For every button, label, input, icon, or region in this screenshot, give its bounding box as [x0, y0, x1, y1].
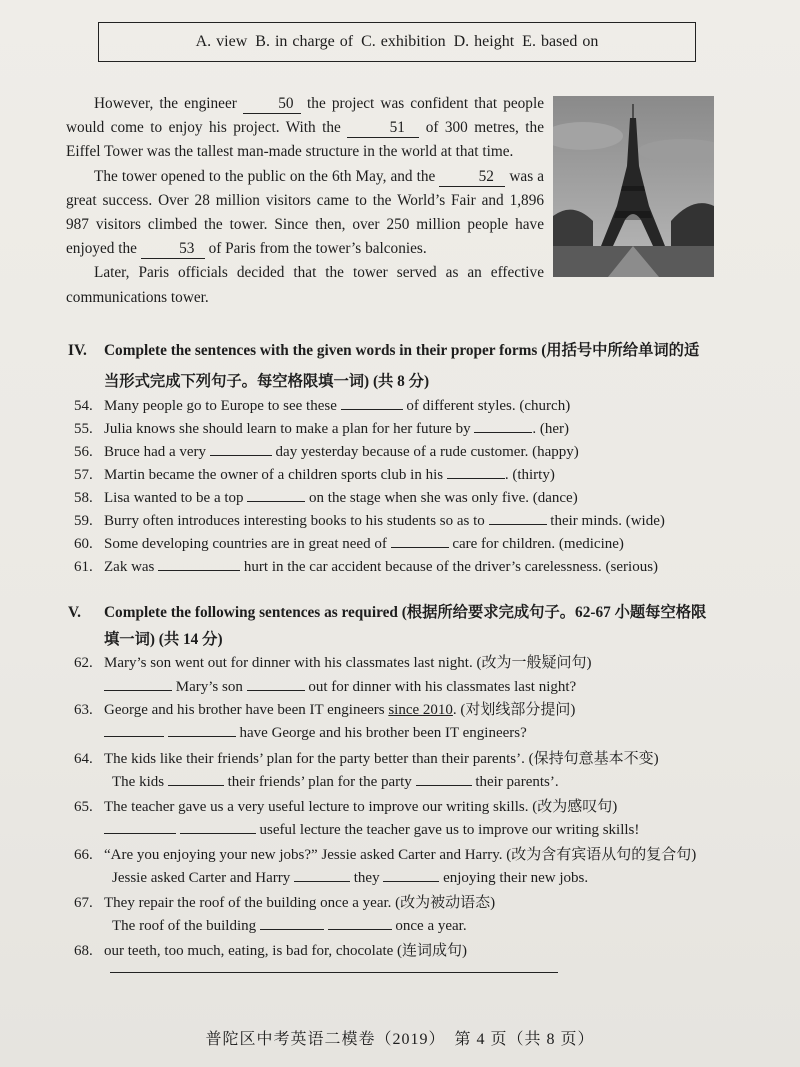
question-text: The roof of the building: [112, 918, 260, 934]
eiffel-tower-photo: [553, 96, 714, 277]
question-text: Burry often introduces interesting books to his students so as to: [104, 513, 489, 529]
question-64-answer: [112, 771, 559, 791]
word-option: A. view: [195, 33, 248, 50]
section-title: Complete the sentences with the given words in their proper forms (用括号中所给单词的适: [104, 342, 700, 359]
question-text: The teacher gave us a very useful lecture to improve our writing skills. (改为感叹句): [104, 799, 618, 815]
word-bank-box: [98, 22, 696, 62]
blank-52[interactable]: 52: [439, 168, 505, 187]
answer-blank[interactable]: [168, 722, 236, 737]
answer-blank[interactable]: [104, 722, 164, 737]
question-text: “Are you enjoying your new jobs?” Jessie asked Carter and Harry. (改为含有宾语从句的复合句): [104, 847, 697, 863]
underlined-part: since 2010: [388, 702, 453, 718]
question-number: 56.: [74, 444, 93, 460]
passage-paragraph: [66, 261, 544, 309]
question-text: . (thirty): [504, 467, 555, 483]
question-text: Julia knows she should learn to make a plan for her future by: [104, 421, 475, 437]
answer-blank[interactable]: [158, 556, 240, 571]
question-63-answer: [104, 722, 527, 742]
question-text: Some developing countries are in great need of: [104, 536, 391, 552]
word-option: D. height: [453, 33, 515, 50]
answer-blank[interactable]: [447, 464, 505, 479]
answer-blank[interactable]: [416, 771, 472, 786]
question-text: Many people go to Europe to see these: [104, 398, 341, 414]
question-text: their friends’ plan for the party: [223, 774, 416, 790]
question-67: [74, 891, 495, 912]
question-59: [74, 510, 665, 530]
question-text: of different styles. (church): [402, 398, 571, 414]
question-60: [74, 533, 624, 553]
word-option: E. based on: [522, 33, 599, 50]
question-text: . (对划线部分提问): [452, 702, 576, 718]
reading-passage: [66, 92, 544, 310]
question-text: Zak was: [104, 559, 159, 575]
question-text: care for children. (medicine): [448, 536, 624, 552]
question-54: [74, 395, 570, 415]
answer-blank[interactable]: [474, 418, 532, 433]
question-text: Lisa wanted to be a top: [104, 490, 248, 506]
passage-paragraph: [66, 165, 544, 262]
question-number: 68.: [74, 943, 93, 959]
question-62-answer: [104, 676, 576, 696]
question-66-answer: [112, 867, 588, 887]
question-text: day yesterday because of a rude customer. (happy): [271, 444, 579, 460]
question-number: 54.: [74, 398, 93, 414]
question-number: 62.: [74, 655, 93, 671]
question-number: 58.: [74, 490, 93, 506]
passage-text: of 300 metres, the Eiffel Tower was the tallest man-made structure in the world at that time.: [66, 119, 544, 161]
blank-53[interactable]: 53: [141, 240, 205, 259]
passage-text: was a great success. Over 28 million visitors came to the World’s Fair and 1,896 987 visitors climbed the tower. Since then, over 250 million people have enjoyed the: [66, 167, 544, 258]
question-text: Mary’s son: [172, 679, 247, 695]
question-number: 59.: [74, 513, 93, 529]
question-text: The kids like their friends’ plan for the party better than their parents’. (保持句意基本不变): [104, 751, 659, 767]
question-65-answer: [104, 819, 639, 839]
answer-blank[interactable]: [294, 867, 350, 882]
blank-50[interactable]: 50: [243, 95, 301, 114]
passage-text: Later, Paris officials decided that the tower served as an effective communications tower.: [66, 264, 544, 306]
section-number: IV.: [68, 342, 87, 359]
question-number: 60.: [74, 536, 93, 552]
answer-blank[interactable]: [391, 533, 449, 548]
answer-blank[interactable]: [104, 676, 172, 691]
question-62: [74, 651, 591, 672]
question-text: their parents’.: [471, 774, 559, 790]
question-text: Mary’s son went out for dinner with his classmates last night. (改为一般疑问句): [104, 655, 592, 671]
question-number: 65.: [74, 799, 93, 815]
passage-text: the project was confident that people would come to enjoy his project. With the: [66, 95, 544, 137]
question-text: on the stage when she was only five. (dance): [305, 490, 578, 506]
question-text: our teeth, too much, eating, is bad for, chocolate (连词成句): [104, 943, 468, 959]
passage-text: of Paris from the tower’s balconies.: [208, 240, 427, 258]
question-text: out for dinner with his classmates last night?: [304, 679, 577, 695]
question-64: [74, 747, 659, 768]
question-66: [74, 843, 696, 864]
question-text: The kids: [112, 774, 168, 790]
question-61: [74, 556, 658, 576]
question-text: Jessie asked Carter and Harry: [112, 870, 295, 886]
question-number: 63.: [74, 702, 93, 718]
question-57: [74, 464, 555, 484]
question-text: enjoying their new jobs.: [439, 870, 589, 886]
question-text: They repair the roof of the building once a year. (改为被动语态): [104, 895, 496, 911]
question-text: Martin became the owner of a children sports club in his: [104, 467, 447, 483]
page-footer: 普陀区中考英语二模卷（2019） 第 4 页（共 8 页）: [205, 1031, 595, 1048]
section-number: V.: [68, 604, 81, 621]
question-58: [74, 487, 578, 507]
question-number: 55.: [74, 421, 93, 437]
section-4-heading-cont: 当形式完成下列句子。每空格限填一词) (共 8 分): [104, 373, 430, 390]
question-text: useful lecture the teacher gave us to improve our writing skills!: [255, 822, 640, 838]
question-65: [74, 795, 617, 816]
question-68: [74, 939, 467, 960]
question-number: 64.: [74, 751, 93, 767]
word-option: C. exhibition: [361, 33, 446, 50]
answer-blank[interactable]: [328, 915, 392, 930]
question-text: George and his brother have been IT engineers: [104, 702, 389, 718]
blank-51[interactable]: 51: [347, 119, 419, 138]
question-55: [74, 418, 569, 438]
question-number: 61.: [74, 559, 93, 575]
answer-line-68[interactable]: [110, 972, 558, 973]
passage-text: However, the engineer: [94, 95, 237, 112]
question-text: they: [350, 870, 384, 886]
question-number: 57.: [74, 467, 93, 483]
question-56: [74, 441, 579, 461]
answer-blank[interactable]: [168, 771, 224, 786]
question-text: Bruce had a very: [104, 444, 210, 460]
answer-blank[interactable]: [104, 819, 176, 834]
question-number: 67.: [74, 895, 93, 911]
passage-text: The tower opened to the public on the 6th May, and the: [94, 167, 436, 185]
question-67-answer: [112, 915, 467, 935]
section-title: Complete the following sentences as required (根据所给要求完成句子。62-67 小题每空格限: [104, 604, 707, 621]
answer-blank[interactable]: [247, 487, 305, 502]
word-option: B. in charge of: [255, 33, 354, 50]
answer-blank[interactable]: [260, 915, 324, 930]
answer-blank[interactable]: [180, 819, 256, 834]
section-4-heading: [68, 338, 699, 360]
answer-blank[interactable]: [247, 676, 305, 691]
answer-blank[interactable]: [210, 441, 272, 456]
section-5-heading-cont: 填一词) (共 14 分): [104, 631, 223, 648]
passage-paragraph: [66, 92, 544, 165]
answer-blank[interactable]: [341, 395, 403, 410]
question-text: . (her): [532, 421, 569, 437]
question-text: their minds. (wide): [546, 513, 665, 529]
question-text: hurt in the car accident because of the driver’s carelessness. (serious): [240, 559, 659, 575]
question-63: [74, 698, 575, 719]
question-text: once a year.: [391, 918, 467, 934]
answer-blank[interactable]: [383, 867, 439, 882]
question-text: have George and his brother been IT engineers?: [235, 725, 527, 741]
section-5-heading: [68, 600, 706, 622]
answer-blank[interactable]: [489, 510, 547, 525]
question-number: 66.: [74, 847, 93, 863]
